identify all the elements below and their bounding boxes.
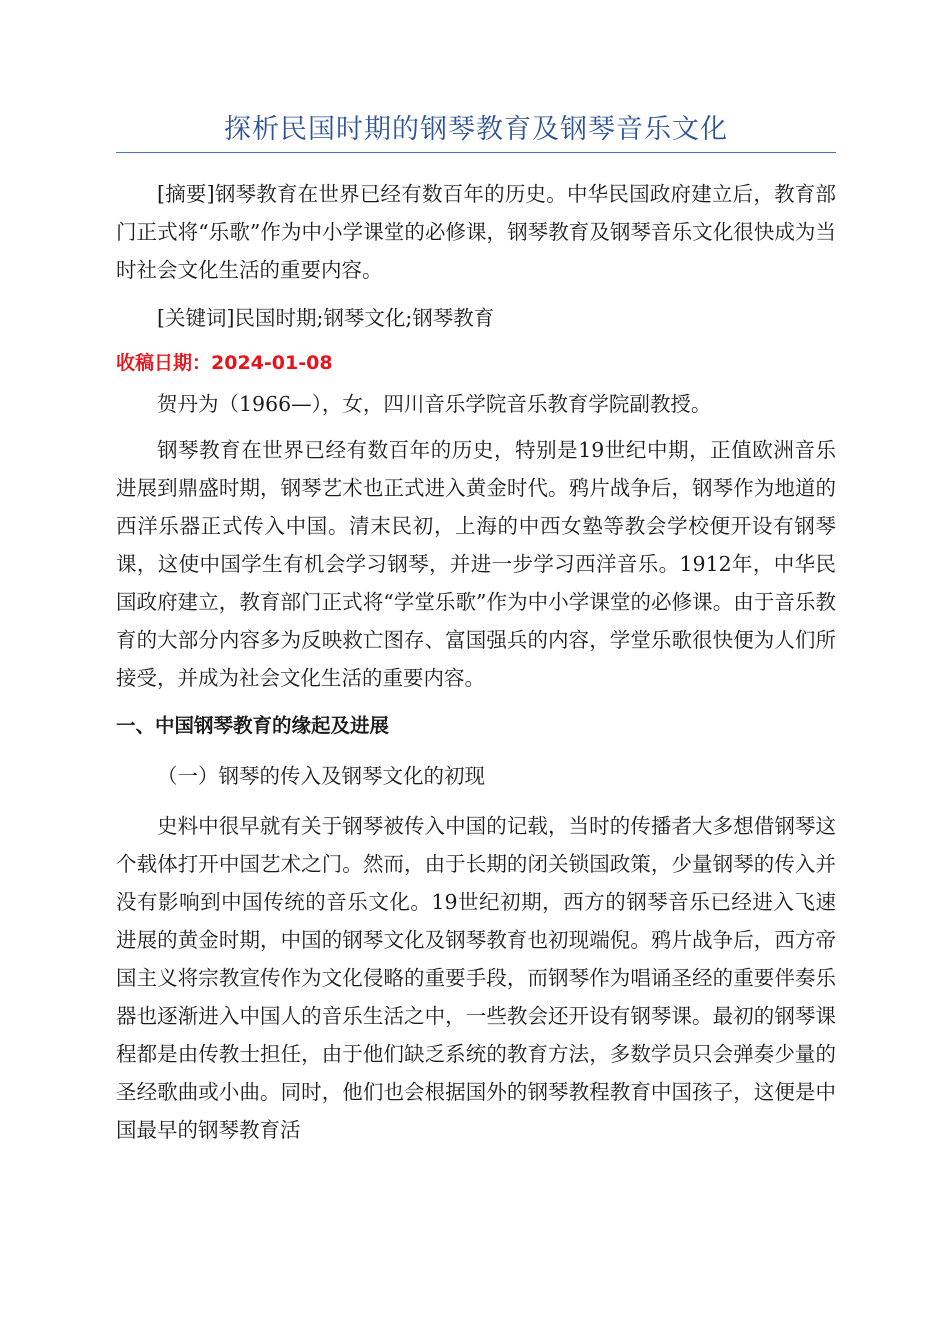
- body-paragraph: 史料中很早就有关于钢琴被传入中国的记载，当时的传播者大多想借钢琴这个载体打开中国艺术之门。然而，由于长期的闭关锁国政策，少量钢琴的传入并没有影响到中国传统的音乐文化。19世纪初期，西方的钢琴音乐已经进入飞速进展的黄金时期，中国的钢琴文化及钢琴教育也初现端倪。鸦片战争后，西方帝国主义将宗教宣传作为文化侵略的重要手段，而钢琴作为唱诵圣经的重要伴奏乐器也逐渐进入中国人的音乐生活之中，一些教会还开设有钢琴课。最初的钢琴课程都是由传教士担任，由于他们缺乏系统的教育方法，多数学员只会弹奏少量的圣经歌曲或小曲。同时，他们也会根据国外的钢琴教程教育中国孩子，这便是中国最早的钢琴教育活: [116, 814, 836, 1142]
- title-underline: [116, 152, 836, 153]
- intro-paragraph: 钢琴教育在世界已经有数百年的历史，特别是19世纪中期，正值欧洲音乐进展到鼎盛时期，钢琴艺术也正式进入黄金时代。鸦片战争后，钢琴作为地道的西洋乐器正式传入中国。清末民初，上海的中西女塾等教会学校便开设有钢琴课，这使中国学生有机会学习钢琴，并进一步学习西洋音乐。1912年，中华民国政府建立，教育部门正式将“学堂乐歌”作为中小学课堂的必修课。由于音乐教育的大部分内容多为反映救亡图存、富国强兵的内容，学堂乐歌很快便为人们所接受，并成为社会文化生活的重要内容。: [116, 438, 836, 690]
- keywords-paragraph: [关键词]民国时期;钢琴文化;钢琴教育: [157, 306, 495, 330]
- subsection-heading: （一）钢琴的传入及钢琴文化的初现: [157, 764, 485, 788]
- document-page: [116, 110, 836, 1149]
- received-date: 收稿日期：2024-01-08: [116, 352, 333, 374]
- author-info: 贺丹为（1966—），女，四川音乐学院音乐教育学院副教授。: [157, 392, 712, 416]
- abstract-paragraph: [摘要]钢琴教育在世界已经有数百年的历史。中华民国政府建立后，教育部门正式将“乐歌”作为中小学课堂的必修课，钢琴教育及钢琴音乐文化很快成为当时社会文化生活的重要内容。: [116, 182, 836, 282]
- section-heading: 一、中国钢琴教育的缘起及进展: [116, 714, 390, 737]
- document-title: 探析民国时期的钢琴教育及钢琴音乐文化: [224, 114, 728, 145]
